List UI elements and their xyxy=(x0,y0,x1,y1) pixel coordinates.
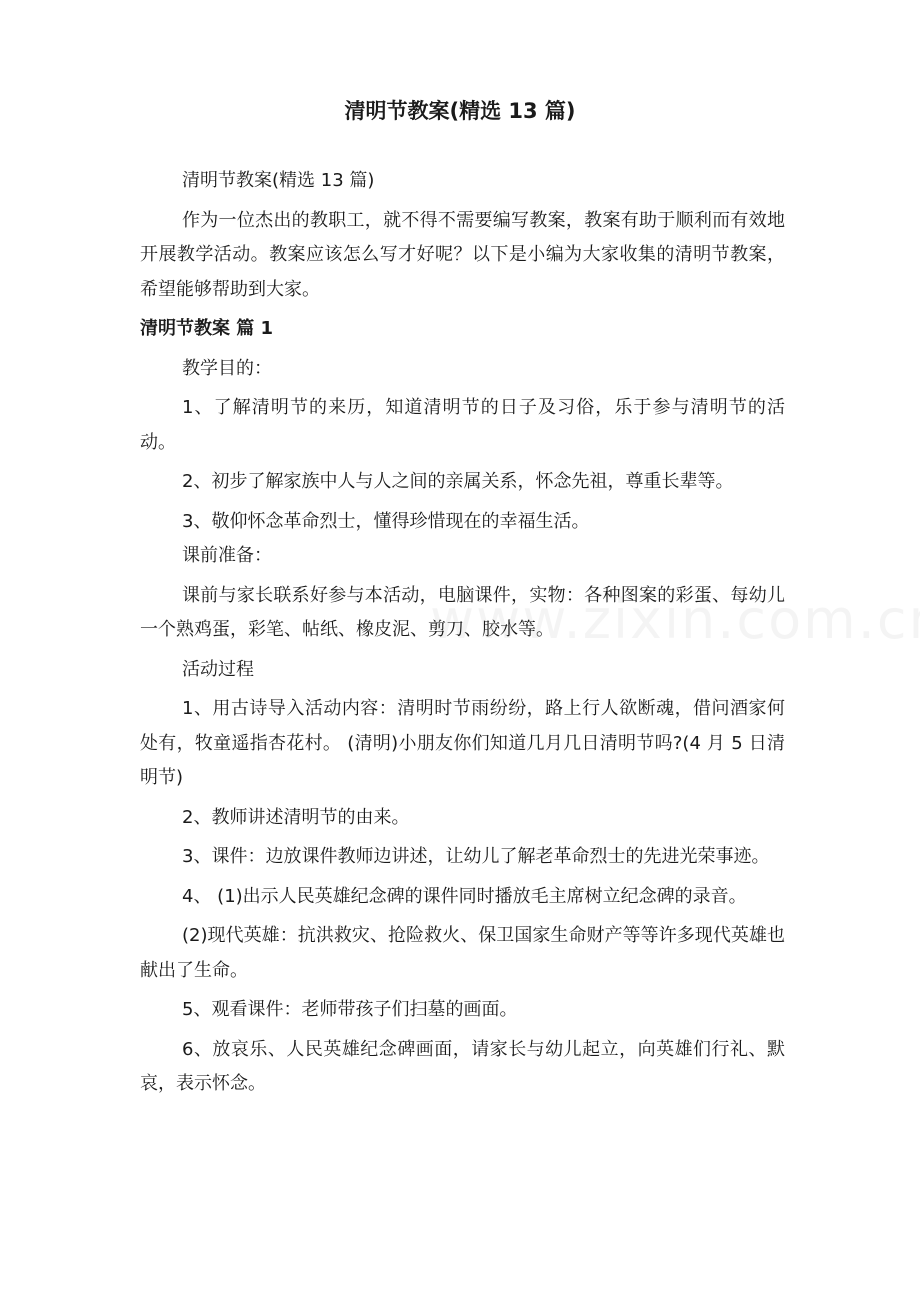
process-item-2: 2、教师讲述清明节的由来。 xyxy=(182,806,410,828)
process-item-1: 1、用古诗导入活动内容：清明时节雨纷纷，路上行人欲断魂，借问酒家何处有，牧童遥指杏花村。 (清明)小朋友你们知道几月几日清明节吗?(4 月 5 日清明节) xyxy=(140,698,785,788)
goal-item-1: 1、了解清明节的来历，知道清明节的日子及习俗，乐于参与清明节的活动。 xyxy=(140,397,785,453)
process-item-3: 3、课件：边放课件教师边讲述，让幼儿了解老革命烈士的先进光荣事迹。 xyxy=(182,846,770,867)
goal-item-2: 2、初步了解家族中人与人之间的亲属关系，怀念先祖，尊重长辈等。 xyxy=(182,471,734,492)
subtitle: 清明节教案(精选 13 篇) xyxy=(182,170,375,191)
prep-label: 课前准备： xyxy=(182,545,272,566)
section-heading: 清明节教案 篇 1 xyxy=(140,318,274,339)
document-body xyxy=(140,164,785,1102)
process-item-6: 6、放哀乐、人民英雄纪念碑画面，请家长与幼儿起立，向英雄们行礼、默哀，表示怀念。 xyxy=(140,1038,785,1094)
process-item-5: 5、观看课件：老师带孩子们扫墓的画面。 xyxy=(182,999,518,1020)
intro-paragraph: 作为一位杰出的教职工，就不得不需要编写教案，教案有助于顺利而有效地开展教学活动。教案应该怎么写才好呢？以下是小编为大家收集的清明节教案，希望能够帮助到大家。 xyxy=(140,209,785,300)
prep-paragraph: 课前与家长联系好参与本活动，电脑课件，实物：各种图案的彩蛋、每幼儿一个熟鸡蛋，彩笔、帖纸、橡皮泥、剪刀、胶水等。 xyxy=(140,584,785,640)
process-item-4: 4、 (1)出示人民英雄纪念碑的课件同时播放毛主席树立纪念碑的录音。 xyxy=(182,885,747,907)
goals-label: 教学目的： xyxy=(182,357,272,379)
process-item-4-2: (2)现代英雄：抗洪救灾、抢险救火、保卫国家生命财产等等许多现代英雄也献出了生命。 xyxy=(140,925,785,981)
goal-item-3: 3、敬仰怀念革命烈士，懂得珍惜现在的幸福生活。 xyxy=(182,510,590,532)
document-title: 清明节教案(精选 13 篇) xyxy=(344,99,576,123)
process-label: 活动过程 xyxy=(182,658,254,680)
